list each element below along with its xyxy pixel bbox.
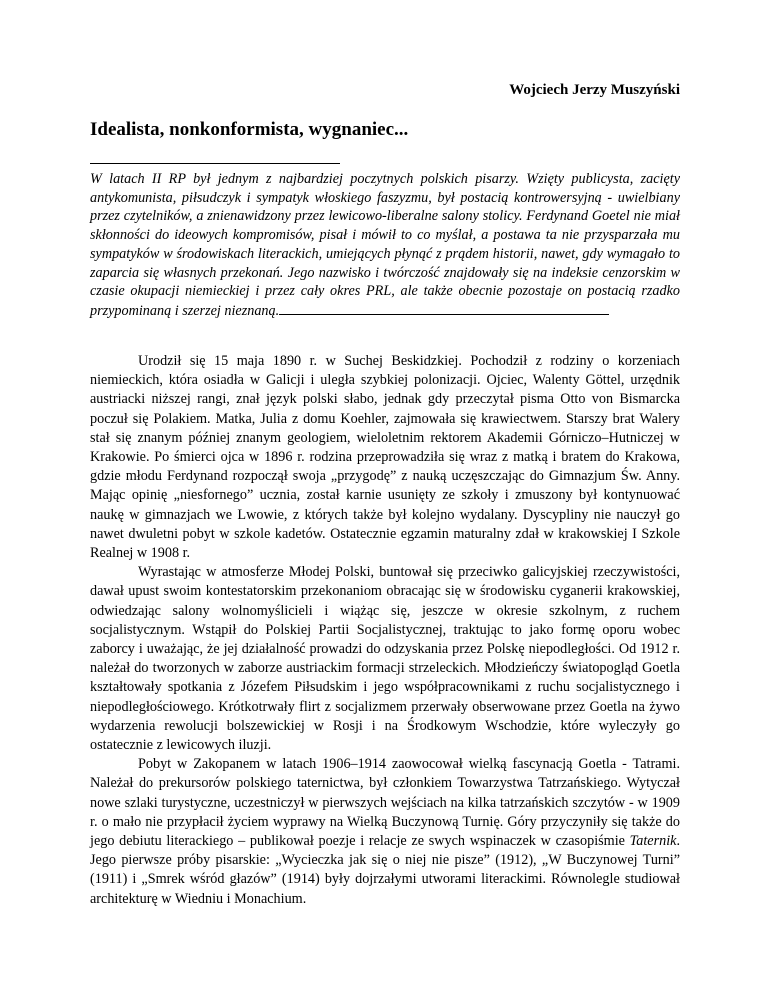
article-body [90, 352, 680, 909]
body-paragraph-1: Urodził się 15 maja 1890 r. w Suchej Beskidzkiej. Pochodził z rodziny o korzeniach niemieckich, która osiadła w Galicji i uległa szybkiej polonizacji. Ojciec, Walenty Göttel, urzędnik austriacki niższej rangi, znał język polski słabo, jednak gdy przeczytał pisma Otto von Bismarcka poczuł się Polakiem. Matka, Julia z domu Koehler, zajmowała się krawiectwem. Starszy brat Walery stał się znanym później znanym geologiem, wieloletnim rektorem Akademii Górniczo–Hutniczej w Krakowie. Po śmierci ojca w 1896 r. rodzina przeprowadziła się wraz z matką i bratem do Krakowa, gdzie młodu Ferdynand rozpoczął swoja „przygodę” z nauką uczęszczając do Gimnazjum Św. Anny. Mając opinię „niesfornego” ucznia, został karnie usunięty ze szkoły i zmuszony był kontynuować naukę w gimnazjach we Lwowie, z których także był kolejno wydalany. Dyscypliny nie nauczył go nawet dwuletni pobyt w szkole kadetów. Ostatecznie egzamin maturalny zdał w krakowskiej I Szkole Realnej w 1908 r. [90, 353, 680, 562]
article-title: Idealista, nonkonformista, wygnaniec... [90, 119, 409, 140]
lead-paragraph [90, 170, 680, 321]
body-paragraph-3-continued: . Jego pierwsze próby pisarskie: „Wycieczka jak się o niej nie pisze” (1912), „W Buczynowej Turni” (1911) i „Smrek wśród głazów” (1914) były dojrzałymi utworami literackimi. Równolegle studiował architekturę w Wiedniu i Monachium. [90, 833, 680, 907]
body-paragraph-3-text: Pobyt w Zakopanem w latach 1906–1914 zaowocował wielką fascynacją Goetla - Tatrami. Należał do prekursorów polskiego taternictwa, był członkiem Towarzystwa Tatrzańskiego. Wytyczał nowe szlaki turystyczne, uczestniczył w pierwszych wejściach na kilka tatrzańskich szczytów - w 1909 r. o mało nie przypłacił życiem wyprawy na Wielką Buczynową Turnię. Góry przyczyniły się także do jego debiutu literackiego – publikował poezje i relacje ze swych wspinaczek w czasopiśmie [90, 756, 680, 850]
title-divider [90, 163, 340, 164]
lead-end-rule [279, 301, 609, 315]
magazine-title: Taternik [629, 833, 677, 850]
body-paragraph-3 [90, 755, 680, 909]
author-name: Wojciech Jerzy Muszyński [509, 82, 680, 98]
lead-text: W latach II RP był jednym z najbardziej poczytnych polskich pisarzy. Wzięty publicysta, zacięty antykomunista, piłsudczyk i sympatyk włoskiego faszyzmu, był postacią kontrowersyjną - uwielbiany przez czytelników, a znienawidzony przez lewicowo-liberalne salony stolicy. Ferdynand Goetel nie miał skłonności do ideowych kompromisów, pisał i mówił to co myślał, a postawa ta nie przysparzała mu sympatyków w środowiskach literackich, umiejących płynąć z prądem historii, nawet, gdy wymagało to zaparcia się własnych przekonań. Jego nazwisko i twórczość znajdowały się na indeksie cenzorskim w czasie okupacji niemieckiej i przez cały okres PRL, ale także obecnie pozostaje on postacią rzadko przypominaną i szerzej nieznaną. [90, 171, 680, 319]
body-paragraph-2: Wyrastając w atmosferze Młodej Polski, buntował się przeciwko galicyjskiej rzeczywistości, dawał upust swoim kontestatorskim przekonaniom obracając się w środowisku cyganerii krakowskiej, odwiedzając salony wolnomyślicieli i wiążąc się, jeszcze w okresie szkolnym, z ruchem socjalistycznym. Wstąpił do Polskiej Partii Socjalistycznej, traktując to jako formę oporu wobec zaborcy i uważając, że jej działalność prowadzi do odzyskania przez Polskę niepodległości. Od 1912 r. należał do tworzonych w zaborze austriackim formacji strzeleckich. Młodzieńczy światopogląd Goetla kształtowały spotkania z Józefem Piłsudskim i jego współpracownikami z ruchu socjalistycznego i niepodległościowego. Krótkotrwały flirt z socjalizmem przerwały obserwowane przez Goetla na żywo wydarzenia rewolucji bolszewickiej w Rosji i na Środkowym Wschodzie, które wyleczyły go ostatecznie z lewicowych iluzji. [90, 564, 680, 754]
